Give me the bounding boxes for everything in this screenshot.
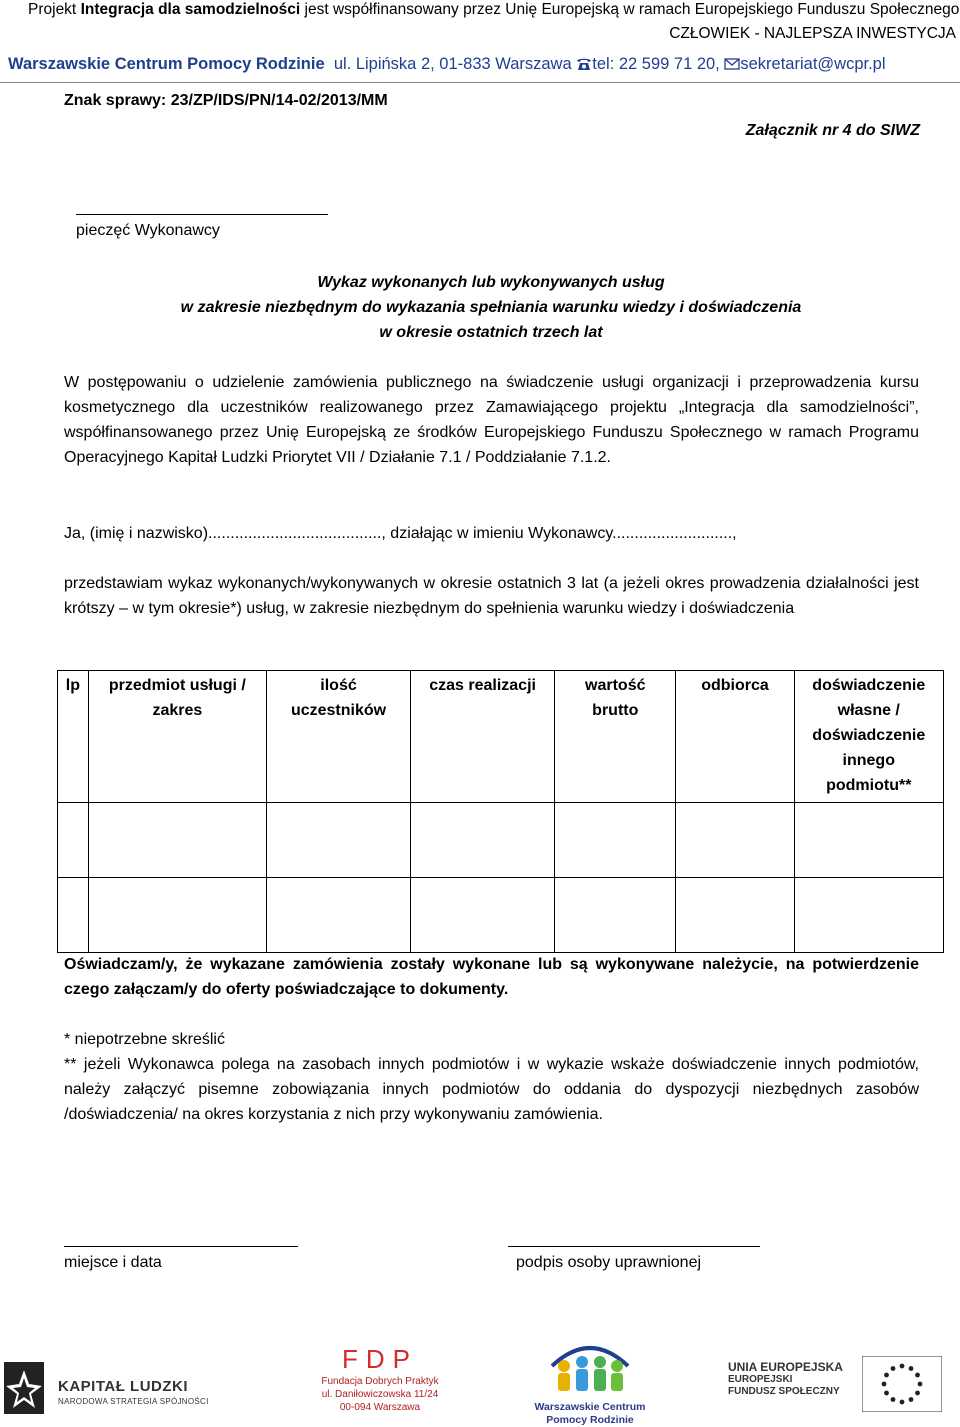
- table-cell[interactable]: [676, 803, 794, 878]
- col-header-participants: ilość uczestników: [266, 671, 410, 803]
- stamp-label: pieczęć Wykonawcy: [76, 222, 220, 239]
- wcpr-logo-icon: [542, 1336, 638, 1396]
- place-date-line: [64, 1246, 298, 1247]
- table-row: [58, 803, 944, 878]
- table-cell[interactable]: [411, 878, 555, 953]
- col-header-subject: przedmiot usługi / zakres: [88, 671, 266, 803]
- phone-icon: [576, 56, 592, 76]
- header-divider: [0, 82, 960, 83]
- note-1: * niepotrzebne skreślić: [64, 1031, 225, 1048]
- note-2: ** jeżeli Wykonawca polega na zasobach innych podmiotów i w wykazie wskaże doświadczenie innych podmiotów, należy załączyć pisemne zobowiązania innych podmiotów do oddania do dyspozycji niezbędnych zasobów /doświadczenia/ na okres korzystania z nich przy wykonywaniu zamówienia.: [64, 1056, 919, 1123]
- fdp-address-2: 00-094 Warszawa: [339, 1402, 421, 1413]
- eu-line-3: FUNDUSZ SPOŁECZNY: [728, 1386, 840, 1397]
- table-cell[interactable]: [794, 803, 943, 878]
- document-title-line-1: Wykaz wykonanych lub wykonywanych usług: [317, 274, 665, 291]
- wcpr-logo-line-2: Pomocy Rodzinie: [546, 1414, 634, 1426]
- fdp-logo: [310, 1344, 450, 1414]
- org-address: ul. Lipińska 2, 01-833 Warszawa: [333, 55, 572, 73]
- col-header-duration: czas realizacji: [411, 671, 555, 803]
- wcpr-logo: [520, 1336, 660, 1427]
- kapital-ludzki-logo-text: KAPITAŁ LUDZKI: [58, 1378, 189, 1395]
- mail-icon: [724, 56, 740, 76]
- wcpr-logo-line-1: Warszawskie Centrum: [534, 1401, 646, 1413]
- table-cell[interactable]: [266, 803, 410, 878]
- eu-fund-logo-text: [728, 1360, 843, 1398]
- table-row: [58, 878, 944, 953]
- header-prefix: Projekt: [28, 1, 81, 18]
- table-cell[interactable]: [58, 878, 89, 953]
- header-contact-line: [8, 54, 886, 76]
- col-header-recipient: odbiorca: [676, 671, 794, 803]
- table-cell[interactable]: [88, 803, 266, 878]
- fdp-logo-letters: FDP: [342, 1344, 418, 1374]
- table-cell[interactable]: [555, 878, 676, 953]
- eu-flag-icon: [862, 1356, 942, 1417]
- fdp-address-1: ul. Daniłowiczowska 11/24: [321, 1389, 439, 1400]
- org-phone: tel: 22 599 71 20,: [592, 55, 720, 73]
- eu-line-1: UNIA EUROPEJSKA: [728, 1360, 843, 1374]
- fdp-name: Fundacja Dobrych Praktyk: [321, 1376, 439, 1387]
- declaration: Oświadczam/y, że wykazane zamówienia zostały wykonane lub są wykonywane należycie, na potwierdzenie czego załączam/y do oferty poświadczające to dokumenty.: [64, 956, 919, 998]
- col-header-value: wartość brutto: [555, 671, 676, 803]
- table-cell[interactable]: [266, 878, 410, 953]
- acting-line: Ja, (imię i nazwisko)......................................., działając w imieniu Wykonawcy...........................,: [64, 525, 737, 542]
- header-project-name: Integracja dla samodzielności: [80, 1, 301, 18]
- org-name: Warszawskie Centrum Pomocy Rodzinie: [8, 55, 325, 73]
- table-cell[interactable]: [555, 803, 676, 878]
- document-title-line-2: w zakresie niezbędnym do wykazania spełniania warunku wiedzy i doświadczenia: [180, 299, 802, 316]
- table-header-row: [58, 671, 944, 803]
- table-cell[interactable]: [794, 878, 943, 953]
- org-email[interactable]: sekretariat@wcpr.pl: [740, 55, 886, 73]
- case-number: Znak sprawy: 23/ZP/IDS/PN/14-02/2013/MM: [64, 92, 388, 109]
- header-suffix: jest współfinansowany przez Unię Europejską w ramach Europejskiego Funduszu Społecznego: [300, 1, 960, 18]
- table-cell[interactable]: [88, 878, 266, 953]
- annex-label: Załącznik nr 4 do SIWZ: [745, 122, 920, 139]
- notes: [64, 1027, 919, 1127]
- place-date-label: miejsce i data: [64, 1254, 162, 1271]
- document-title-line-3: w okresie ostatnich trzech lat: [379, 324, 603, 341]
- kapital-ludzki-logo-icon: [4, 1362, 50, 1419]
- signature-line: [508, 1246, 760, 1247]
- col-header-lp: lp: [58, 671, 89, 803]
- stamp-line: [76, 214, 328, 215]
- project-header-line: [28, 0, 959, 20]
- table-cell[interactable]: [411, 803, 555, 878]
- kapital-ludzki-subtitle: NARODOWA STRATEGIA SPÓJNOŚCI: [58, 1397, 209, 1406]
- intro-paragraph: W postępowaniu o udzielenie zamówienia publicznego na świadczenie usługi organizacji i przeprowadzenia kursu kosmetycznego dla uczestników realizowanego przez Zamawiającego projektu „Integracja dla samodzielności”, współfinansowanego przez Unię Europejską ze środków Europejskiego Funduszu Społecznego w ramach Programu Operacyjnego Kapitał Ludzki Priorytet VII / Działanie 7.1 / Poddziałanie 7.1.2.: [64, 374, 919, 466]
- table-cell[interactable]: [58, 803, 89, 878]
- eu-line-2: EUROPEJSKI: [728, 1374, 793, 1385]
- header-slogan: CZŁOWIEK - NAJLEPSZA INWESTYCJA: [669, 25, 956, 42]
- presentation-paragraph: przedstawiam wykaz wykonanych/wykonywanych w okresie ostatnich 3 lat (a jeżeli okres prowadzenia działalności jest krótszy – w tym okresie*) usług, w zakresie niezbędnym do spełnienia warunku wiedzy i doświadczenia: [64, 575, 919, 617]
- col-header-experience: doświadczenie własne / doświadczenie innego podmiotu**: [794, 671, 943, 803]
- signature-label: podpis osoby uprawnionej: [516, 1254, 702, 1271]
- table-cell[interactable]: [676, 878, 794, 953]
- services-table: [57, 670, 944, 953]
